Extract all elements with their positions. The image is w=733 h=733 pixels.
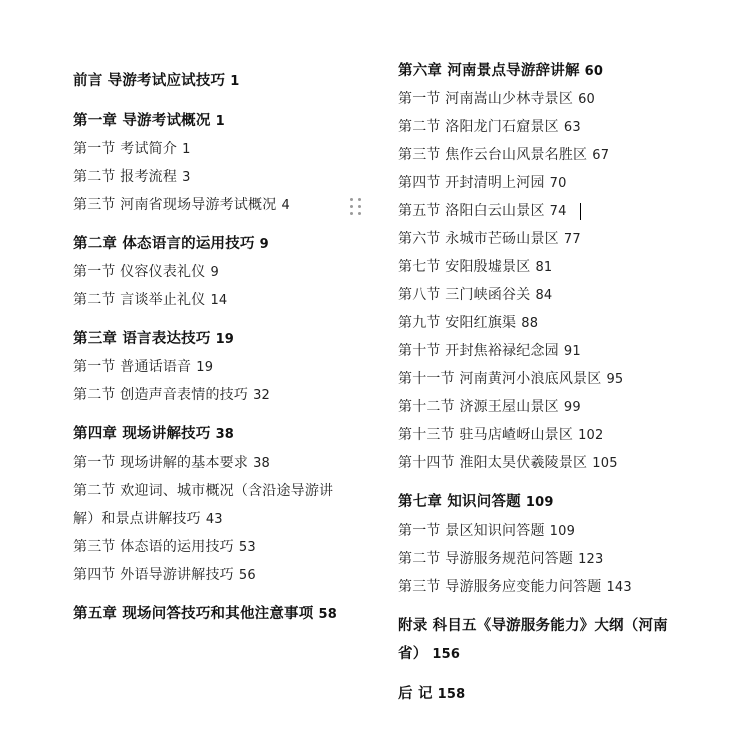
toc-heading-chapter-3[interactable] — [73, 330, 234, 349]
toc-title: 第三节 导游服务应变能力问答题 — [398, 579, 602, 595]
toc-page-number: 88 — [521, 316, 539, 331]
toc-page-number: 9 — [259, 237, 269, 252]
text-cursor — [580, 203, 581, 220]
toc-section-entry[interactable] — [73, 358, 213, 377]
toc-title: 第二节 欢迎词、城市概况（含沿途导游讲 — [73, 483, 334, 499]
toc-heading-preface[interactable] — [73, 72, 240, 91]
toc-section-entry[interactable] — [398, 454, 618, 473]
toc-section-entry[interactable] — [398, 550, 603, 569]
toc-page-number: 158 — [437, 687, 466, 702]
toc-title: 前言 导游考试应试技巧 — [73, 73, 226, 89]
toc-section-entry[interactable] — [73, 454, 270, 473]
toc-title: 附录 科目五《导游服务能力》大纲（河南 — [398, 618, 668, 634]
toc-page-number: 32 — [253, 388, 271, 403]
toc-page-number: 38 — [253, 456, 271, 471]
toc-title: 第七章 知识问答题 — [398, 494, 521, 510]
toc-section-entry[interactable] — [398, 118, 581, 137]
toc-section-entry[interactable] — [398, 286, 552, 305]
toc-heading-chapter-5[interactable] — [73, 605, 337, 624]
toc-title: 第二节 报考流程 — [73, 169, 178, 185]
toc-page-number: 1 — [182, 142, 191, 157]
toc-page-number: 58 — [318, 607, 337, 622]
toc-title: 第六章 河南景点导游辞讲解 — [398, 63, 580, 79]
toc-title: 第九节 安阳红旗渠 — [398, 315, 517, 331]
toc-page-number: 1 — [230, 74, 240, 89]
toc-section-entry-continued[interactable] — [73, 510, 223, 529]
toc-page-number: 70 — [549, 176, 567, 191]
toc-heading-chapter-2[interactable] — [73, 235, 269, 254]
toc-title: 第十四节 淮阳太昊伏羲陵景区 — [398, 455, 588, 471]
toc-section-entry[interactable] — [73, 168, 191, 187]
toc-section-entry[interactable] — [398, 146, 609, 165]
toc-section-entry[interactable] — [398, 258, 552, 277]
toc-title: 第二章 体态语言的运用技巧 — [73, 236, 255, 252]
toc-section-entry[interactable] — [398, 398, 581, 417]
toc-title: 第二节 创造声音表情的技巧 — [73, 387, 249, 403]
toc-page-number: 53 — [238, 540, 256, 555]
toc-title: 第十一节 河南黄河小浪底风景区 — [398, 371, 602, 387]
toc-heading-appendix-continued[interactable] — [398, 645, 460, 664]
toc-title: 第五章 现场问答技巧和其他注意事项 — [73, 606, 314, 622]
toc-title: 第一节 考试简介 — [73, 141, 178, 157]
toc-section-entry[interactable] — [398, 370, 623, 389]
toc-page-number: 60 — [584, 64, 604, 79]
toc-page-number: 109 — [549, 524, 576, 539]
toc-page-number: 95 — [606, 372, 624, 387]
toc-title: 第三节 焦作云台山风景名胜区 — [398, 147, 588, 163]
toc-page-number: 105 — [592, 456, 618, 471]
drag-handle-icon[interactable] — [350, 198, 362, 216]
toc-title: 第三章 语言表达技巧 — [73, 331, 211, 347]
toc-title: 解）和景点讲解技巧 — [73, 511, 201, 527]
toc-section-entry[interactable] — [398, 90, 595, 109]
toc-title: 第八节 三门峡函谷关 — [398, 287, 531, 303]
toc-title: 第四节 外语导游讲解技巧 — [73, 567, 234, 583]
toc-title: 第一节 景区知识问答题 — [398, 523, 545, 539]
toc-page-number: 156 — [432, 647, 461, 662]
toc-title: 第十节 开封焦裕禄纪念园 — [398, 343, 559, 359]
toc-title: 后 记 — [398, 686, 433, 702]
toc-title: 第一章 导游考试概况 — [73, 113, 211, 129]
toc-title: 第三节 体态语的运用技巧 — [73, 539, 234, 555]
toc-section-entry[interactable] — [73, 140, 191, 159]
toc-heading-chapter-6[interactable] — [398, 62, 603, 81]
toc-page-number: 84 — [535, 288, 553, 303]
toc-title: 第六节 永城市芒砀山景区 — [398, 231, 559, 247]
toc-title: 第二节 洛阳龙门石窟景区 — [398, 119, 559, 135]
toc-title: 省） — [398, 646, 428, 662]
toc-page-number: 99 — [563, 400, 581, 415]
toc-heading-chapter-4[interactable] — [73, 425, 234, 444]
toc-section-entry[interactable] — [398, 522, 575, 541]
toc-section-entry[interactable] — [73, 291, 227, 310]
toc-page-number: 102 — [578, 428, 604, 443]
toc-section-entry[interactable] — [73, 566, 256, 585]
toc-title: 第四章 现场讲解技巧 — [73, 426, 211, 442]
toc-title: 第一节 普通话语音 — [73, 359, 192, 375]
toc-page-number: 123 — [578, 552, 604, 567]
toc-title: 第七节 安阳殷墟景区 — [398, 259, 531, 275]
toc-page-number: 67 — [592, 148, 610, 163]
toc-page-number: 14 — [210, 293, 228, 308]
toc-title: 第一节 河南嵩山少林寺景区 — [398, 91, 574, 107]
toc-section-entry[interactable] — [398, 314, 538, 333]
toc-heading-chapter-7[interactable] — [398, 493, 554, 512]
toc-page-number: 63 — [563, 120, 581, 135]
toc-section-entry[interactable] — [73, 538, 256, 557]
toc-page-number: 19 — [215, 332, 235, 347]
toc-page-number: 4 — [281, 198, 290, 213]
toc-page-number: 81 — [535, 260, 553, 275]
toc-title: 第三节 河南省现场导游考试概况 — [73, 197, 277, 213]
toc-page-number: 56 — [238, 568, 256, 583]
toc-title: 第十二节 济源王屋山景区 — [398, 399, 559, 415]
toc-section-entry[interactable] — [398, 426, 603, 445]
toc-section-entry[interactable] — [398, 202, 567, 221]
toc-page-number: 77 — [563, 232, 581, 247]
toc-page-number: 91 — [563, 344, 581, 359]
toc-page-number: 1 — [215, 114, 225, 129]
toc-page-number: 38 — [215, 427, 235, 442]
toc-title: 第二节 言谈举止礼仪 — [73, 292, 206, 308]
toc-section-entry[interactable] — [398, 578, 632, 597]
toc-section-entry[interactable] — [398, 230, 581, 249]
toc-title: 第一节 现场讲解的基本要求 — [73, 455, 249, 471]
toc-section-entry[interactable] — [73, 263, 219, 282]
toc-heading-chapter-1[interactable] — [73, 112, 225, 131]
toc-section-entry[interactable] — [398, 342, 581, 361]
toc-page-number: 143 — [606, 580, 632, 595]
toc-page-number: 9 — [210, 265, 219, 280]
toc-page-number: 109 — [525, 495, 554, 510]
toc-title: 第二节 导游服务规范问答题 — [398, 551, 574, 567]
toc-page-number: 43 — [205, 512, 223, 527]
toc-page-number: 74 — [549, 204, 567, 219]
toc-section-entry[interactable] — [73, 482, 333, 500]
toc-page-number: 19 — [196, 360, 214, 375]
toc-section-entry[interactable] — [73, 386, 270, 405]
toc-section-entry[interactable] — [398, 174, 567, 193]
toc-title: 第四节 开封清明上河园 — [398, 175, 545, 191]
toc-title: 第五节 洛阳白云山景区 — [398, 203, 545, 219]
toc-title: 第一节 仪容仪表礼仪 — [73, 264, 206, 280]
toc-page-number: 3 — [182, 170, 191, 185]
toc-heading-appendix[interactable] — [398, 617, 668, 635]
toc-page-number: 60 — [578, 92, 596, 107]
toc-section-entry[interactable] — [73, 196, 290, 215]
toc-heading-afterword[interactable] — [398, 685, 465, 704]
toc-title: 第十三节 驻马店嵖岈山景区 — [398, 427, 574, 443]
